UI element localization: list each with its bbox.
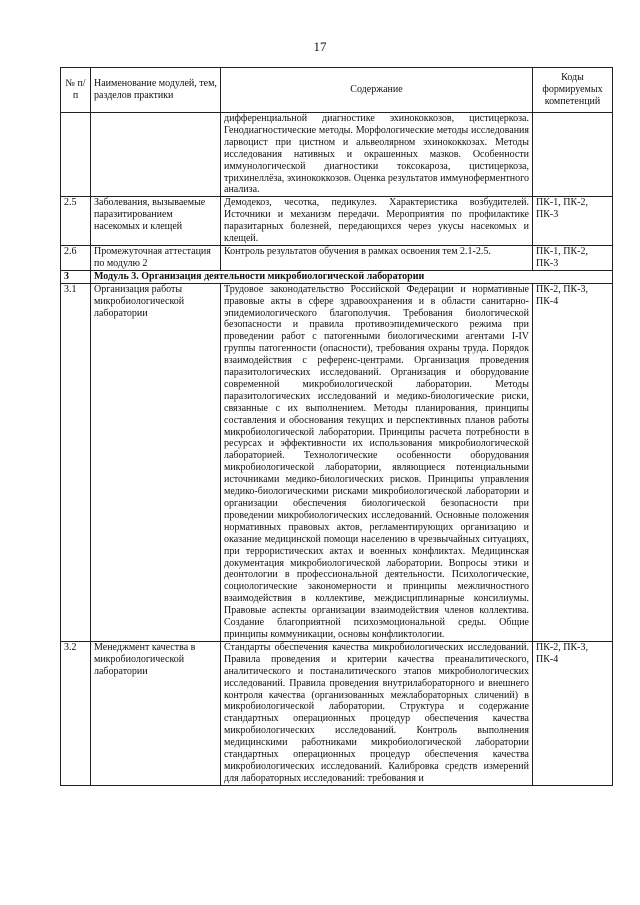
row-name: Менеджмент качества в микробиологической лаборатории (91, 641, 221, 785)
header-content: Содержание (221, 68, 533, 113)
row-codes: ПК-1, ПК-2, ПК-3 (533, 197, 613, 246)
row-num: 2.6 (61, 245, 91, 270)
row-name (91, 113, 221, 197)
row-name: Промежуточная аттестация по модулю 2 (91, 245, 221, 270)
header-num: № п/п (61, 68, 91, 113)
row-codes: ПК-1, ПК-2, ПК-3 (533, 245, 613, 270)
module-header-row (61, 270, 613, 283)
row-content: Стандарты обеспечения качества микробиологических исследований. Правила проведения и критерии качества преаналитического, аналитического и постаналитического этапов микробиологических исследований. Правила проведения внутрилабораторного и внешнего контроля качества (организованных межлабораторных сличений) в микробиологической лаборатории. Структура и содержание стандартных операционных процедур обеспечения качества микробиологических исследований. Контроль выполнения медицинскими работниками микробиологической лаборатории стандартных операционных процедур обеспечения качества микробиологических исследований. Калибровка средств измерений для лабораторных исследований: требования и (221, 641, 533, 785)
row-name: Организация работы микробиологической лаборатории (91, 283, 221, 641)
row-content: Демодекоз, чесотка, педикулез. Характеристика возбудителей. Источники и механизм передачи. Мероприятия по профилактике паразитарных болезней, передающихся через укусы насекомых и клещей. (221, 197, 533, 246)
module-num: 3 (61, 270, 91, 283)
table-header-row (61, 68, 613, 113)
header-name: Наименование модулей, тем, разделов практики (91, 68, 221, 113)
table-row (61, 283, 613, 641)
table-row (61, 245, 613, 270)
page-number: 17 (313, 39, 327, 54)
module-title: Модуль 3. Организация деятельности микробиологической лаборатории (91, 270, 613, 283)
table-row (61, 641, 613, 785)
row-num (61, 113, 91, 197)
row-codes (533, 113, 613, 197)
table-row (61, 197, 613, 246)
practice-content-table (60, 67, 613, 786)
header-codes: Коды формируемых компетенций (533, 68, 613, 113)
row-num: 2.5 (61, 197, 91, 246)
row-codes: ПК-2, ПК-3, ПК-4 (533, 283, 613, 641)
row-name: Заболевания, вызываемые паразитированием насекомых и клещей (91, 197, 221, 246)
row-codes: ПК-2, ПК-3, ПК-4 (533, 641, 613, 785)
row-content: дифференциальной диагностике эхинококкозов, цистицеркоза. Генодиагностические методы. Морфологические методы исследования ларвоцист при цистном и альвеолярном эхинококкозах. Методы исследования нативных и окрашенных мазков. Особенности иммунологической диагностики токсокароза, цистицеркоза, трихинеллёза, эхинококкозов. Оценка результатов иммуноферментного анализа. (221, 113, 533, 197)
table-row (61, 113, 613, 197)
row-content: Контроль результатов обучения в рамках освоения тем 2.1-2.5. (221, 245, 533, 270)
row-content: Трудовое законодательство Российской Федерации и нормативные правовые акты в сфере здравоохранения и в области санитарно-эпидемиологического благополучия. Требования биологической безопасности и правила противоэпидемического режима при проведении работ с патогенными биологическими агентами I-IV группы патогенности (опасности), требования охраны труда. Порядок взаимодействия с референс-центрами. Организация проведения паразитологических исследований. Организация и оборудование современной микробиологической лаборатории. Методы паразитологических исследований и медико-биологические риски, связанные с их выполнением. Методы планирования, принципы составления и обоснования текущих и перспективных планов работы микробиологической лаборатории. Принципы расчета потребности в ресурсах и эффективности их использования микробиологической лабораторией. Технологические особенности оборудования микробиологической лаборатории, являющиеся потенциальными источниками медико-биологических рисков. Принципы управления медико-биологическими рисками микробиологической лаборатории и организации обеспечения биологической безопасности при проведении микробиологических исследований. Основные положения нормативных правовых актов, регламентирующих организацию и оказание медицинской помощи населению в чрезвычайных ситуациях, при террористических актах и военных конфликтах. Медицинская документация микробиологической лаборатории. Вопросы этики и деонтологии в профессиональной деятельности. Психологические, социологические закономерности и принципы межличностного взаимодействия в коллективе, междисциплинарные консилиумы. Правовые аспекты организации взаимодействия членов коллектива. Создание благоприятной психоэмоциональной среды. Общие принципы коммуникации, основы конфликтологии. (221, 283, 533, 641)
row-num: 3.2 (61, 641, 91, 785)
row-num: 3.1 (61, 283, 91, 641)
